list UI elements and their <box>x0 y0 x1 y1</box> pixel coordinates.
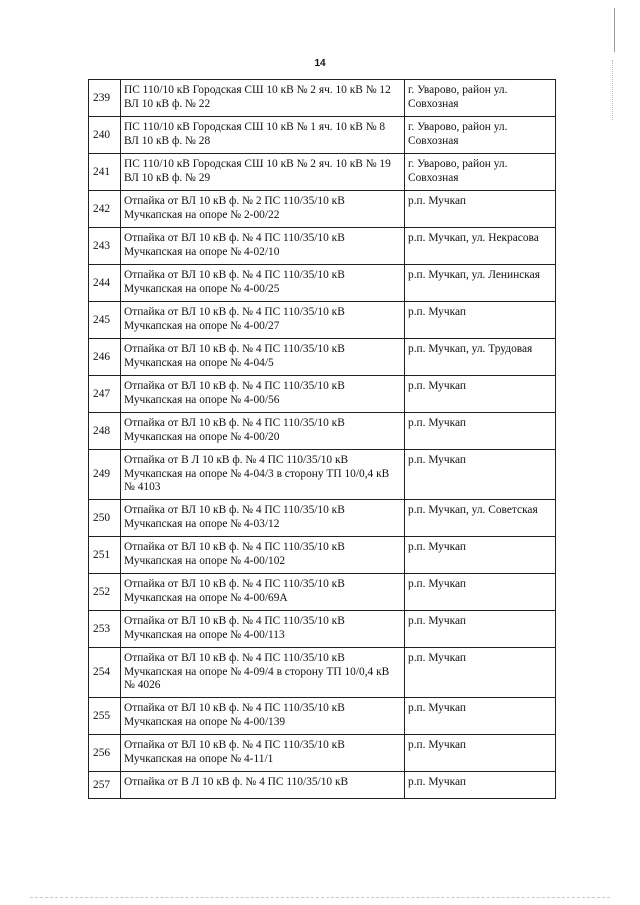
objects-table <box>88 79 556 799</box>
table-row <box>89 339 556 376</box>
object-location: р.п. Мучкап <box>405 537 556 574</box>
row-number: 245 <box>89 302 121 339</box>
object-name: Отпайка от В Л 10 кВ ф. № 4 ПС 110/35/10 кВ Мучкапская на опоре № 4-04/3 в сторону ТП 10/0,4 кВ № 4103 <box>121 450 405 500</box>
object-location: р.п. Мучкап, ул. Советская <box>405 500 556 537</box>
object-location: р.п. Мучкап, ул. Ленинская <box>405 265 556 302</box>
object-name: Отпайка от В Л 10 кВ ф. № 4 ПС 110/35/10 кВ <box>121 772 405 799</box>
margin-scan-dots <box>612 60 615 120</box>
table-row <box>89 117 556 154</box>
row-number: 256 <box>89 735 121 772</box>
table-row <box>89 500 556 537</box>
row-number: 253 <box>89 611 121 648</box>
object-name: Отпайка от ВЛ 10 кВ ф. № 4 ПС 110/35/10 кВ Мучкапская на опоре № 4-00/20 <box>121 413 405 450</box>
object-location: р.п. Мучкап <box>405 302 556 339</box>
object-name: ПС 110/10 кВ Городская СШ 10 кВ № 2 яч. 10 кВ № 19 ВЛ 10 кВ ф. № 29 <box>121 154 405 191</box>
object-location: р.п. Мучкап <box>405 413 556 450</box>
page-number: 14 <box>314 58 326 69</box>
table-row <box>89 574 556 611</box>
object-name: Отпайка от ВЛ 10 кВ ф. № 4 ПС 110/35/10 кВ Мучкапская на опоре № 4-00/69А <box>121 574 405 611</box>
object-name: Отпайка от ВЛ 10 кВ ф. № 4 ПС 110/35/10 кВ Мучкапская на опоре № 4-00/139 <box>121 698 405 735</box>
object-name: Отпайка от ВЛ 10 кВ ф. № 4 ПС 110/35/10 кВ Мучкапская на опоре № 4-02/10 <box>121 228 405 265</box>
row-number: 240 <box>89 117 121 154</box>
object-location: г. Уварово, район ул. Совхозная <box>405 80 556 117</box>
table-row <box>89 450 556 500</box>
object-name: Отпайка от ВЛ 10 кВ ф. № 4 ПС 110/35/10 кВ Мучкапская на опоре № 4-11/1 <box>121 735 405 772</box>
object-name: Отпайка от ВЛ 10 кВ ф. № 4 ПС 110/35/10 кВ Мучкапская на опоре № 4-09/4 в сторону ТП 10/0,4 кВ № 4026 <box>121 648 405 698</box>
table-row <box>89 376 556 413</box>
object-location: г. Уварово, район ул. Совхозная <box>405 117 556 154</box>
object-name: ПС 110/10 кВ Городская СШ 10 кВ № 1 яч. 10 кВ № 8 ВЛ 10 кВ ф. № 28 <box>121 117 405 154</box>
object-location: р.п. Мучкап <box>405 191 556 228</box>
row-number: 239 <box>89 80 121 117</box>
object-location: р.п. Мучкап, ул. Некрасова <box>405 228 556 265</box>
object-name: Отпайка от ВЛ 10 кВ ф. № 2 ПС 110/35/10 кВ Мучкапская на опоре № 2-00/22 <box>121 191 405 228</box>
row-number: 249 <box>89 450 121 500</box>
row-number: 246 <box>89 339 121 376</box>
table-row <box>89 265 556 302</box>
row-number: 248 <box>89 413 121 450</box>
object-location: г. Уварово, район ул. Совхозная <box>405 154 556 191</box>
object-location: р.п. Мучкап <box>405 698 556 735</box>
table-row <box>89 191 556 228</box>
row-number: 255 <box>89 698 121 735</box>
object-name: Отпайка от ВЛ 10 кВ ф. № 4 ПС 110/35/10 кВ Мучкапская на опоре № 4-03/12 <box>121 500 405 537</box>
row-number: 252 <box>89 574 121 611</box>
table-row <box>89 413 556 450</box>
margin-scan-mark <box>614 8 615 52</box>
object-location: р.п. Мучкап, ул. Трудовая <box>405 339 556 376</box>
object-location: р.п. Мучкап <box>405 772 556 799</box>
table-row <box>89 154 556 191</box>
bottom-scan-artifact <box>30 897 610 898</box>
row-number: 247 <box>89 376 121 413</box>
table-row <box>89 772 556 799</box>
object-name: Отпайка от ВЛ 10 кВ ф. № 4 ПС 110/35/10 кВ Мучкапская на опоре № 4-00/27 <box>121 302 405 339</box>
objects-table-body <box>89 80 556 799</box>
row-number: 241 <box>89 154 121 191</box>
table-row <box>89 648 556 698</box>
object-location: р.п. Мучкап <box>405 611 556 648</box>
row-number: 250 <box>89 500 121 537</box>
row-number: 251 <box>89 537 121 574</box>
object-location: р.п. Мучкап <box>405 648 556 698</box>
object-name: Отпайка от ВЛ 10 кВ ф. № 4 ПС 110/35/10 кВ Мучкапская на опоре № 4-00/25 <box>121 265 405 302</box>
row-number: 243 <box>89 228 121 265</box>
object-name: ПС 110/10 кВ Городская СШ 10 кВ № 2 яч. 10 кВ № 12 ВЛ 10 кВ ф. № 22 <box>121 80 405 117</box>
object-name: Отпайка от ВЛ 10 кВ ф. № 4 ПС 110/35/10 кВ Мучкапская на опоре № 4-04/5 <box>121 339 405 376</box>
table-row <box>89 735 556 772</box>
row-number: 244 <box>89 265 121 302</box>
table-row <box>89 80 556 117</box>
object-name: Отпайка от ВЛ 10 кВ ф. № 4 ПС 110/35/10 кВ Мучкапская на опоре № 4-00/102 <box>121 537 405 574</box>
object-name: Отпайка от ВЛ 10 кВ ф. № 4 ПС 110/35/10 кВ Мучкапская на опоре № 4-00/113 <box>121 611 405 648</box>
object-name: Отпайка от ВЛ 10 кВ ф. № 4 ПС 110/35/10 кВ Мучкапская на опоре № 4-00/56 <box>121 376 405 413</box>
object-location: р.п. Мучкап <box>405 376 556 413</box>
table-row <box>89 537 556 574</box>
object-location: р.п. Мучкап <box>405 574 556 611</box>
table-row <box>89 302 556 339</box>
object-location: р.п. Мучкап <box>405 450 556 500</box>
row-number: 254 <box>89 648 121 698</box>
table-row <box>89 228 556 265</box>
table-row <box>89 698 556 735</box>
row-number: 242 <box>89 191 121 228</box>
row-number: 257 <box>89 772 121 799</box>
table-row <box>89 611 556 648</box>
object-location: р.п. Мучкап <box>405 735 556 772</box>
